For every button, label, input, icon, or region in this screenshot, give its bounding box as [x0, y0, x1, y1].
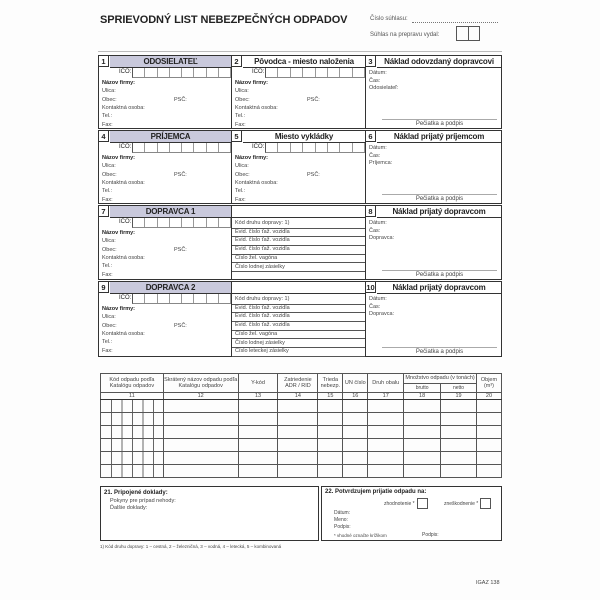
ico-digit-cell[interactable] [133, 68, 145, 77]
field-label: Dopravca: [369, 311, 395, 317]
table-cell[interactable] [476, 465, 501, 478]
table-cell[interactable] [318, 439, 343, 452]
ico-digit-cell[interactable] [266, 68, 278, 77]
table-cell[interactable] [343, 465, 368, 478]
table-cell[interactable] [368, 452, 404, 465]
column-number: 18 [404, 393, 441, 400]
table-cell[interactable] [163, 413, 238, 426]
field-label: Čas: [369, 77, 381, 84]
field-label: Názov firmy: [235, 155, 269, 161]
field-label: Kontaktná osoba: [235, 104, 278, 111]
ico-digit-cell[interactable] [133, 294, 145, 303]
ico-digit-cell[interactable] [207, 68, 219, 77]
transport2-box [231, 281, 366, 357]
acceptance-fields [334, 510, 351, 531]
stamp-signature-label: Pečiatka a podpis [382, 347, 497, 355]
mark-note: * vhodné označte krížikom [334, 533, 387, 538]
field-label: Ulica: [102, 88, 116, 95]
ico-digit-cell[interactable] [158, 68, 170, 77]
divider [98, 51, 502, 52]
ico-field[interactable] [119, 143, 231, 152]
ico-digit-cell[interactable] [194, 68, 206, 77]
section-number: 5 [232, 131, 242, 142]
table-cell[interactable] [101, 439, 164, 452]
party-box-9[interactable] [98, 281, 232, 357]
field-label: Fax: [235, 121, 246, 128]
transport-code-footnote: 1) Kód druhu dopravy: 1 – cestná, 2 – železničná, 3 – vodná, 4 – letecká, 5 – kombinovaná [100, 544, 282, 549]
field-label: Názov firmy: [235, 80, 269, 86]
consent-number-field[interactable] [412, 22, 498, 23]
ico-label: IČO: [252, 69, 265, 75]
ico-cells[interactable] [132, 294, 231, 304]
field-label: Obec: [235, 171, 250, 178]
field-label: Obec: [102, 322, 117, 329]
field-label: Ulica: [235, 163, 249, 170]
section-title: DOPRAVCA 2 [110, 282, 231, 294]
date-label: Dátum: [334, 510, 351, 516]
column-header: UN číslo [343, 374, 368, 393]
table-cell[interactable] [404, 465, 441, 478]
table-cell[interactable] [476, 426, 501, 439]
table-cell[interactable] [404, 413, 441, 426]
table-cell[interactable] [278, 400, 318, 413]
psc-label: PSČ: [174, 246, 187, 253]
field-label: Ulica: [102, 238, 116, 245]
field-label: Dátum: [369, 70, 387, 76]
quantity-header: Množstvo odpadu (v tonách) [405, 375, 475, 382]
volume-header: Objem (m³) [476, 374, 501, 393]
section-number: 4 [99, 131, 109, 142]
table-cell[interactable] [404, 439, 441, 452]
table-cell[interactable] [404, 452, 441, 465]
form-code: IGAZ 138 [476, 580, 500, 586]
table-cell[interactable] [404, 426, 441, 439]
table-cell[interactable] [476, 413, 501, 426]
disposal-label: zneškodnenie * [444, 500, 479, 507]
ico-digit-cell[interactable] [219, 294, 231, 303]
field-label: Odosielateľ: [369, 85, 399, 91]
table-cell[interactable] [163, 452, 238, 465]
ico-label: IČO: [119, 69, 132, 75]
section-title: Pôvodca - miesto naloženia [243, 56, 365, 68]
ico-digit-cell[interactable] [194, 294, 206, 303]
blank-header [232, 206, 365, 218]
ico-label: IČO: [119, 295, 132, 301]
transport-row[interactable]: Evid. číslo ťaž. vozidla [232, 321, 365, 331]
table-cell[interactable] [441, 452, 477, 465]
section-title: Náklad prijatý dopravcom [377, 206, 501, 218]
party-box-4[interactable] [98, 130, 232, 204]
field-label: Kontaktná osoba: [102, 179, 145, 186]
consent-issued-boxes[interactable] [456, 26, 480, 41]
party-box-7[interactable] [98, 205, 232, 280]
field-label: Tel.: [235, 188, 246, 195]
table-row [101, 426, 502, 439]
ico-cells[interactable] [132, 218, 231, 228]
signature-label-2: Podpis: [422, 532, 439, 538]
ico-label: IČO: [119, 144, 132, 150]
column-number: 13 [238, 393, 278, 400]
party-box-2[interactable] [231, 55, 366, 129]
table-cell[interactable] [368, 439, 404, 452]
box-21-attached-documents[interactable] [100, 486, 319, 541]
disposal-checkbox[interactable] [480, 498, 491, 509]
field-label: Fax: [102, 121, 113, 128]
field-label: Čas: [369, 227, 381, 234]
recovery-option[interactable] [384, 498, 428, 509]
ico-cells[interactable] [132, 143, 231, 153]
field-label: Názov firmy: [102, 155, 136, 161]
column-number: 20 [476, 393, 501, 400]
ico-digit-cell[interactable] [266, 143, 278, 152]
box-21-title: 21. Pripojené doklady: [104, 490, 168, 496]
field-label: Tel.: [102, 113, 113, 120]
ico-digit-cell[interactable] [158, 294, 170, 303]
table-cell[interactable] [278, 452, 318, 465]
recovery-label: zhodnotenie * [384, 500, 415, 507]
transport-row[interactable]: Číslo leteckej zásielky [232, 347, 365, 357]
field-label: Tel.: [102, 188, 113, 195]
column-header: Zatriedenie ADR / RID [278, 374, 318, 393]
ico-digit-cell[interactable] [353, 68, 365, 77]
ico-digit-cell[interactable] [170, 294, 182, 303]
field-label: Kontaktná osoba: [102, 254, 145, 261]
field-label: Čas: [369, 303, 381, 310]
section-title: Miesto vykládky [243, 131, 365, 143]
ico-label: IČO: [252, 144, 265, 150]
table-cell[interactable] [441, 426, 477, 439]
ico-digit-cell[interactable] [145, 218, 157, 227]
field-label: Obec: [102, 171, 117, 178]
ico-field[interactable] [252, 68, 365, 77]
section-title: Náklad prijatý dopravcom [377, 282, 501, 294]
party-box-5[interactable] [231, 130, 366, 204]
field-label: Ulica: [235, 88, 249, 95]
field-label: Dátum: [369, 220, 387, 226]
ico-field[interactable] [119, 294, 231, 303]
section-title: PRÍJEMCA [110, 131, 231, 143]
table-cell[interactable] [476, 452, 501, 465]
field-label: Čas: [369, 152, 381, 159]
recovery-checkbox[interactable] [417, 498, 428, 509]
column-header: Skrátený názov odpadu podľa Katalógu odpadov [163, 374, 238, 393]
column-number: 14 [278, 393, 318, 400]
table-cell[interactable] [238, 413, 278, 426]
table-cell[interactable] [343, 452, 368, 465]
field-label: Fax: [235, 196, 246, 203]
ico-cells[interactable] [265, 143, 365, 153]
section-number: 9 [99, 282, 109, 293]
table-cell[interactable] [163, 426, 238, 439]
ico-digit-cell[interactable] [158, 143, 170, 152]
table-row [101, 400, 502, 413]
psc-label: PSČ: [174, 171, 187, 178]
receipt-box-10[interactable] [365, 281, 502, 357]
table-cell[interactable] [238, 452, 278, 465]
ico-digit-cell[interactable] [194, 218, 206, 227]
field-label: Názov firmy: [102, 306, 136, 312]
box-22-acceptance [321, 486, 502, 541]
form-title: SPRIEVODNÝ LIST NEBEZPEČNÝCH ODPADOV [100, 14, 348, 26]
table-row [101, 413, 502, 426]
section-number: 10 [366, 283, 375, 292]
party-box-1[interactable] [98, 55, 232, 129]
table-cell[interactable] [343, 400, 368, 413]
table-cell[interactable] [318, 413, 343, 426]
consent-issued-label: Súhlas na prepravu vydal: [370, 32, 440, 38]
ico-digit-cell[interactable] [219, 143, 231, 152]
ico-digit-cell[interactable] [328, 68, 340, 77]
ico-digit-cell[interactable] [316, 68, 328, 77]
stamp-signature-label: Pečiatka a podpis [382, 270, 497, 278]
section-title: Náklad prijatý príjemcom [377, 131, 501, 143]
transport-row[interactable]: Evid. číslo ťaž. vozidla [232, 312, 365, 322]
ico-digit-cell[interactable] [170, 218, 182, 227]
psc-label: PSČ: [174, 96, 187, 103]
table-cell[interactable] [441, 439, 477, 452]
field-label: Tel.: [102, 263, 113, 270]
transport-row[interactable]: Kód druhu dopravy: 1) [232, 295, 365, 305]
transport-row[interactable]: Evid. číslo ťaž. vozidla [232, 228, 365, 238]
box-22-title: 22. Potvrdzujem prijatie odpadu na: [325, 489, 427, 495]
column-header: Druh obalu [368, 374, 404, 393]
table-cell[interactable] [343, 426, 368, 439]
ico-cells[interactable] [265, 68, 365, 78]
table-cell[interactable] [278, 465, 318, 478]
netto-header: netto [441, 383, 477, 393]
consent-number-label: Číslo súhlasu: [370, 16, 408, 22]
section-number: 7 [99, 206, 109, 217]
receipt-box-8[interactable] [365, 205, 502, 280]
psc-label: PSČ: [307, 171, 320, 178]
table-cell[interactable] [476, 439, 501, 452]
ico-digit-cell[interactable] [278, 143, 290, 152]
ico-digit-cell[interactable] [133, 143, 145, 152]
brutto-header: brutto [404, 383, 441, 393]
table-cell[interactable] [476, 400, 501, 413]
ico-digit-cell[interactable] [194, 143, 206, 152]
field-label: Dopravca: [369, 235, 395, 241]
table-cell[interactable] [238, 400, 278, 413]
ico-digit-cell[interactable] [182, 294, 194, 303]
ico-digit-cell[interactable] [219, 68, 231, 77]
field-label: Kontaktná osoba: [235, 179, 278, 186]
ico-digit-cell[interactable] [158, 218, 170, 227]
table-cell[interactable] [368, 426, 404, 439]
field-label: Tel.: [102, 339, 113, 346]
ico-digit-cell[interactable] [340, 143, 352, 152]
table-cell[interactable] [101, 452, 164, 465]
transport1-box [231, 205, 366, 280]
table-cell[interactable] [101, 465, 164, 478]
field-label: Obec: [102, 246, 117, 253]
transport-row[interactable]: Číslo žel. vagóna [232, 330, 365, 340]
ico-digit-cell[interactable] [145, 68, 157, 77]
ico-digit-cell[interactable] [340, 68, 352, 77]
stamp-signature-label: Pečiatka a podpis [382, 194, 497, 202]
field-label: Fax: [102, 196, 113, 203]
section-number: 8 [366, 206, 376, 217]
name-label: Meno: [334, 517, 348, 523]
table-cell[interactable] [368, 400, 404, 413]
section-title: DOPRAVCA 1 [110, 206, 231, 218]
table-cell[interactable] [278, 413, 318, 426]
ico-cells[interactable] [132, 68, 231, 78]
table-cell[interactable] [101, 413, 164, 426]
column-number: 16 [343, 393, 368, 400]
ico-label: IČO: [119, 219, 132, 225]
section-number: 6 [366, 131, 376, 142]
stamp-signature-label: Pečiatka a podpis [382, 119, 497, 127]
column-number: 19 [441, 393, 477, 400]
disposal-option[interactable] [444, 498, 491, 509]
column-number: 17 [368, 393, 404, 400]
section-number: 1 [99, 56, 109, 67]
field-label: Príjemca: [369, 160, 393, 166]
column-header: Kód odpadu podľa Katalógu odpadov [101, 374, 164, 393]
receipt-box-3[interactable] [365, 55, 502, 129]
table-cell[interactable] [441, 465, 477, 478]
transport-row[interactable]: Číslo žel. vagóna [232, 254, 365, 264]
ico-digit-cell[interactable] [303, 68, 315, 77]
table-cell[interactable] [238, 439, 278, 452]
table-cell[interactable] [318, 452, 343, 465]
ico-field[interactable] [119, 68, 231, 77]
ico-digit-cell[interactable] [170, 143, 182, 152]
field-label: Dátum: [369, 145, 387, 151]
field-label: Kontaktná osoba: [102, 104, 145, 111]
field-label: Fax: [102, 271, 113, 278]
table-row [101, 439, 502, 452]
signature-label: Podpis: [334, 524, 351, 530]
field-label: Dátum: [369, 296, 387, 302]
field-label: Názov firmy: [102, 230, 136, 236]
table-cell[interactable] [238, 465, 278, 478]
transport-row[interactable]: Číslo lodnej zásielky [232, 263, 365, 273]
other-documents-label: Ďalšie doklady: [110, 505, 148, 511]
blank-header [232, 282, 365, 294]
ico-field[interactable] [119, 218, 231, 227]
ico-digit-cell[interactable] [207, 294, 219, 303]
table-cell[interactable] [238, 426, 278, 439]
table-cell[interactable] [343, 413, 368, 426]
table-cell[interactable] [163, 439, 238, 452]
table-cell[interactable] [368, 413, 404, 426]
ico-digit-cell[interactable] [316, 143, 328, 152]
column-number: 11 [101, 393, 164, 400]
table-row [101, 452, 502, 465]
ico-digit-cell[interactable] [207, 218, 219, 227]
ico-digit-cell[interactable] [182, 218, 194, 227]
table-cell[interactable] [368, 465, 404, 478]
field-label: Obec: [102, 96, 117, 103]
ico-digit-cell[interactable] [145, 294, 157, 303]
table-cell[interactable] [278, 426, 318, 439]
ico-digit-cell[interactable] [170, 68, 182, 77]
ico-digit-cell[interactable] [145, 143, 157, 152]
field-label: Názov firmy: [102, 80, 136, 86]
table-cell[interactable] [163, 400, 238, 413]
section-number: 3 [366, 56, 376, 67]
section-title: ODOSIELATEĽ [110, 56, 231, 68]
table-cell[interactable] [278, 439, 318, 452]
column-number: 15 [318, 393, 343, 400]
ico-digit-cell[interactable] [207, 143, 219, 152]
table-cell[interactable] [404, 400, 441, 413]
receipt-box-6[interactable] [365, 130, 502, 204]
psc-label: PSČ: [174, 322, 187, 329]
ico-digit-cell[interactable] [219, 218, 231, 227]
ico-digit-cell[interactable] [291, 143, 303, 152]
transport-row[interactable]: Evid. číslo ťaž. vozidla [232, 236, 365, 246]
column-header: Trieda nebezp. [318, 374, 343, 393]
field-label: Ulica: [102, 163, 116, 170]
table-cell[interactable] [163, 465, 238, 478]
section-title: Náklad odovzdaný dopravcovi [377, 56, 501, 68]
accident-instructions-label: Pokyny pre prípad nehody: [110, 498, 176, 504]
ico-digit-cell[interactable] [303, 143, 315, 152]
field-label: Fax: [102, 347, 113, 354]
table-row [101, 465, 502, 478]
table-cell[interactable] [318, 465, 343, 478]
section-number: 2 [232, 56, 242, 67]
transport-row[interactable]: Evid. číslo ťaž. vozidla [232, 304, 365, 314]
ico-digit-cell[interactable] [278, 68, 290, 77]
table-cell[interactable] [441, 400, 477, 413]
table-cell[interactable] [318, 400, 343, 413]
transport-row[interactable]: Číslo lodnej zásielky [232, 339, 365, 349]
table-cell[interactable] [343, 439, 368, 452]
column-header: Y-kód [238, 374, 278, 393]
ico-digit-cell[interactable] [182, 143, 194, 152]
ico-field[interactable] [252, 143, 365, 152]
waste-table [100, 373, 502, 478]
ico-digit-cell[interactable] [182, 68, 194, 77]
table-cell[interactable] [441, 413, 477, 426]
ico-digit-cell[interactable] [328, 143, 340, 152]
ico-digit-cell[interactable] [353, 143, 365, 152]
column-number-row [101, 393, 502, 400]
field-label: Obec: [235, 96, 250, 103]
ico-digit-cell[interactable] [291, 68, 303, 77]
header-row [101, 374, 502, 384]
transport-row[interactable]: Evid. číslo ťaž. vozidla [232, 245, 365, 255]
table-cell[interactable] [101, 400, 164, 413]
field-label: Tel.: [235, 113, 246, 120]
field-label: Kontaktná osoba: [102, 330, 145, 337]
transport-row[interactable]: Kód druhu dopravy: 1) [232, 219, 365, 229]
field-label: Ulica: [102, 314, 116, 321]
psc-label: PSČ: [307, 96, 320, 103]
ico-digit-cell[interactable] [133, 218, 145, 227]
table-cell[interactable] [101, 426, 164, 439]
column-number: 12 [163, 393, 238, 400]
table-cell[interactable] [318, 426, 343, 439]
